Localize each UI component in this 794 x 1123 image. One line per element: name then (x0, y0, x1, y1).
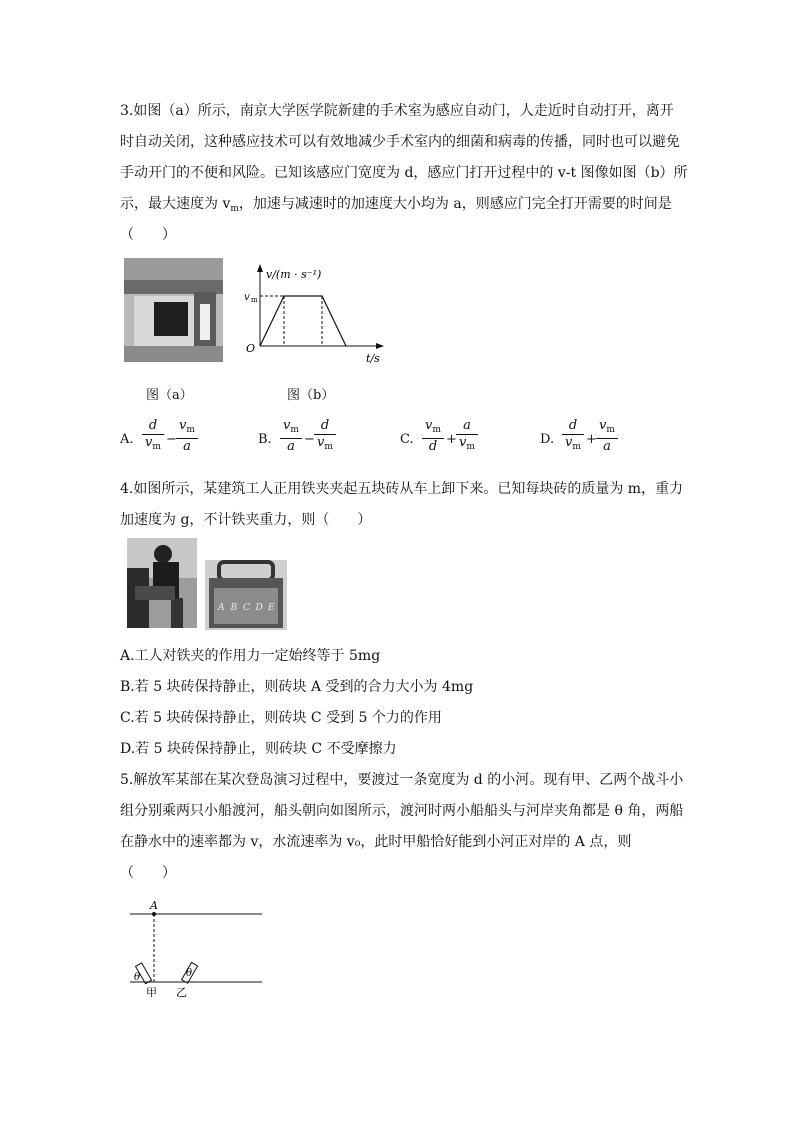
q3-line-3: 手动开门的不便和风险。已知该感应门宽度为 d，感应门打开过程中的 v-t 图像如图（b）所 (120, 165, 688, 181)
brick-label-b: B (230, 603, 238, 613)
numerator: d (568, 418, 578, 433)
q4-line-1: 4.如图所示，某建筑工人正用铁夹夹起五块砖从车上卸下来。已知每块砖的质量为 m，重力 (120, 481, 684, 497)
vt-graph (238, 258, 408, 368)
fig-b-caption: 图（b） (287, 388, 335, 403)
boat-yi-label: 乙 (176, 986, 187, 999)
sub-m: m (290, 425, 299, 435)
denominator: v (317, 435, 325, 450)
sub-m: m (606, 425, 615, 435)
point-a-label: A (150, 899, 158, 912)
q3-line-4-a: 示，最大速度为 v (120, 196, 231, 212)
boat-jia-label: 甲 (146, 986, 157, 999)
denominator: v (459, 435, 467, 450)
q3-line-2: 时自动关闭，这种感应技术可以有效地减少手术室内的细菌和病毒的传播，同时也可以避免 (120, 134, 680, 150)
brick-clamp-photo (205, 560, 287, 630)
brick-label-e: E (268, 603, 275, 613)
graph-ylabel: v/(m · s⁻¹) (266, 268, 322, 281)
q5-line-3: 在静水中的速率都为 v，水流速率为 v₀，此时甲船恰好能到小河正对岸的 A 点，则 (120, 834, 632, 850)
theta-right: θ (186, 968, 193, 979)
graph-vm-sub: m (251, 296, 258, 304)
brick-label-a: A (218, 603, 225, 613)
q3-line-1: 3.如图（a）所示，南京大学医学院新建的手术室为感应自动门，人走近时自动打开，离开 (120, 103, 674, 119)
graph-vm: v (244, 292, 250, 303)
numerator: a (463, 418, 471, 433)
graph-xlabel: t/s (366, 352, 380, 365)
numerator: v (599, 418, 607, 433)
operator: + (446, 432, 457, 447)
denominator: a (176, 438, 198, 455)
numerator: d (148, 418, 158, 433)
denominator: d (422, 438, 444, 455)
sub-m: m (572, 442, 581, 452)
theta-left: θ (134, 972, 141, 983)
operator: + (586, 432, 597, 447)
q3-line-4 (120, 195, 672, 218)
q3-option-d (540, 418, 680, 464)
denominator: v (565, 435, 573, 450)
q4-option-a: A.工人对铁夹的作用力一定始终等于 5mg (120, 648, 381, 664)
q5-line-2: 组分别乘两只小船渡河，船头朝向如图所示，渡河时两小船船头与河岸夹角都是 θ 角，两船 (120, 803, 684, 819)
q4-line-2: 加速度为 g，不计铁夹重力，则（ ） (120, 512, 372, 528)
numerator: d (320, 418, 330, 433)
q3-option-c (400, 418, 540, 464)
fig-a-caption: 图（a） (146, 388, 193, 403)
sub-m: m (152, 442, 161, 452)
q5-line-4: （ ） (120, 865, 176, 881)
q3-line-4-b: ，加速与减速时的加速度大小均为 a，则感应门完全打开需要的时间是 (238, 196, 672, 212)
river-diagram (126, 896, 276, 1000)
q5-line-1: 5.解放军某部在某次登岛演习过程中，要渡过一条宽度为 d 的小河。现有甲、乙两个战斗小 (120, 772, 684, 788)
q3-option-b (258, 418, 398, 464)
sub-m: m (186, 425, 195, 435)
q4-option-d: D.若 5 块砖保持静止，则砖块 C 不受摩擦力 (120, 741, 397, 757)
door-photo (124, 258, 223, 362)
q3-line-5: （ ） (120, 227, 176, 243)
option-label: C. (400, 432, 414, 447)
q3-option-a (120, 418, 260, 464)
q4-option-b: B.若 5 块砖保持静止，则砖块 A 受到的合力大小为 4mg (120, 679, 474, 695)
numerator: v (283, 418, 291, 433)
brick-label-d: D (255, 603, 263, 613)
numerator: v (179, 418, 187, 433)
graph-origin: O (246, 342, 256, 355)
vm-sub: m (230, 204, 239, 214)
numerator: v (425, 418, 433, 433)
operator: − (304, 432, 315, 447)
sub-m: m (466, 442, 475, 452)
brick-label-c: C (243, 603, 250, 613)
denominator: v (145, 435, 153, 450)
denominator: a (596, 438, 618, 455)
operator: − (166, 432, 177, 447)
option-label: B. (258, 432, 272, 447)
option-label: D. (540, 432, 555, 447)
q4-option-c: C.若 5 块砖保持静止，则砖块 C 受到 5 个力的作用 (120, 710, 442, 726)
option-label: A. (120, 432, 134, 447)
denominator: a (280, 438, 302, 455)
sub-m: m (324, 442, 333, 452)
worker-photo (127, 538, 197, 628)
sub-m: m (432, 425, 441, 435)
